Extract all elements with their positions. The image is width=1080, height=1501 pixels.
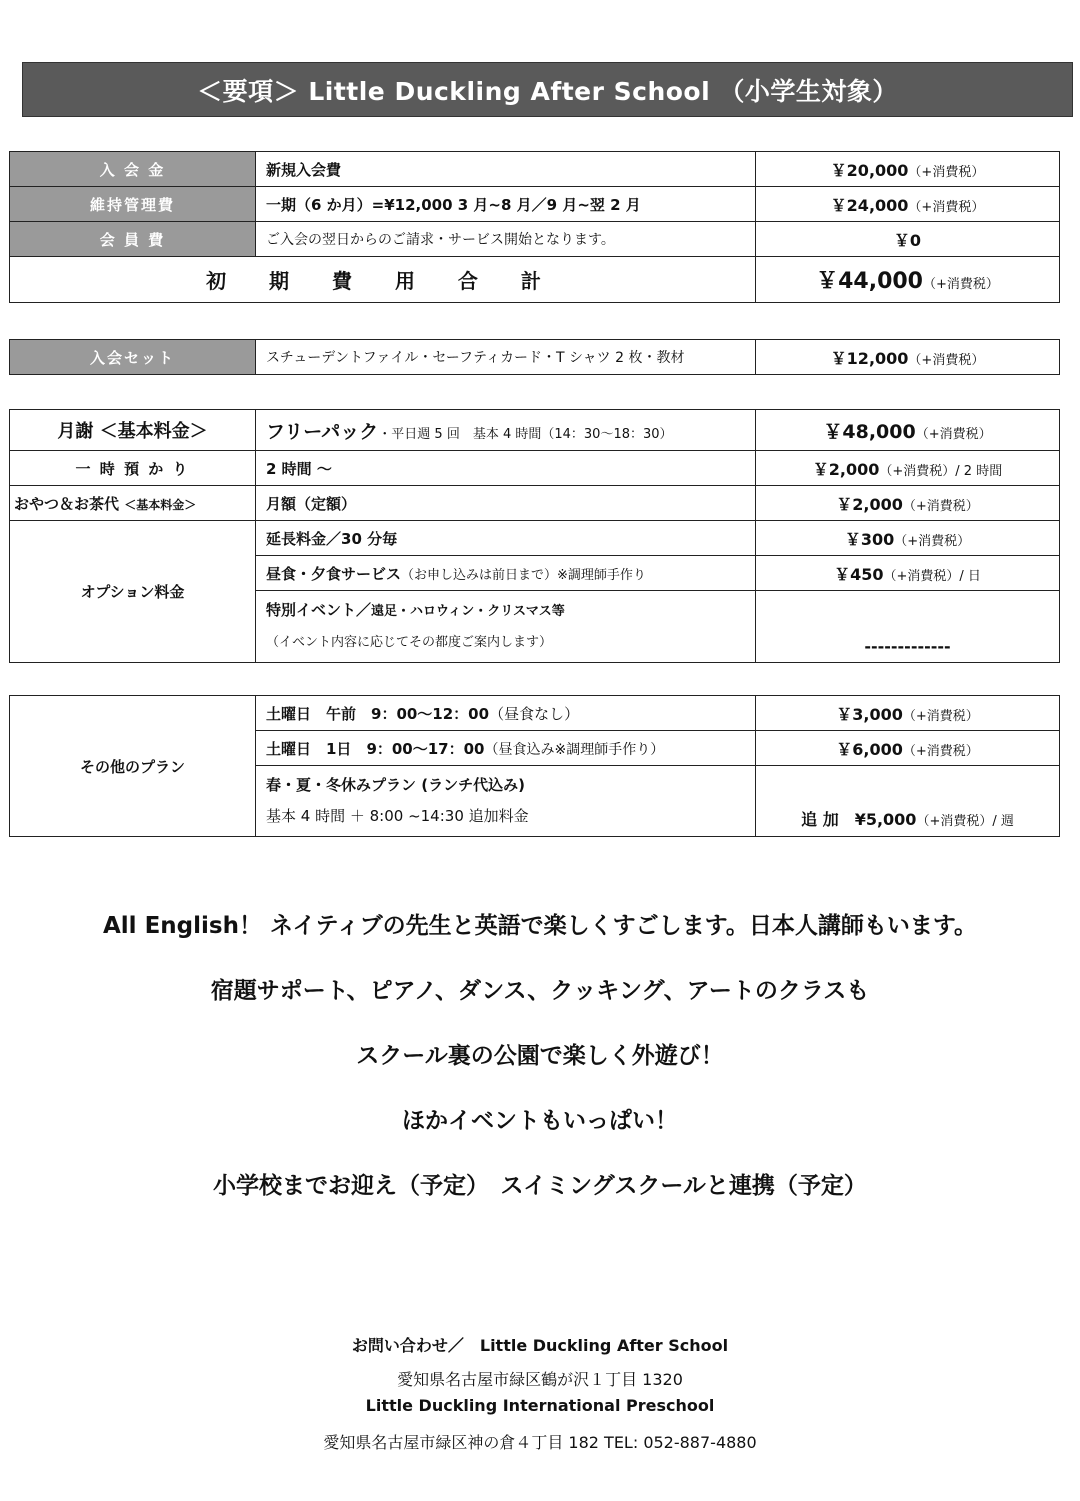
monthly-fees-table <box>9 409 1060 663</box>
plan-note: 基本 4 時間 ＋ 8:00 ~14:30 追加料金 <box>266 807 529 825</box>
fee-desc: ご入会の翌日からのご請求・サービス開始となります。 <box>256 222 756 257</box>
table-row <box>10 152 1060 187</box>
table-row <box>10 187 1060 222</box>
other-plans-table <box>9 695 1060 837</box>
table-row <box>10 486 1060 521</box>
option-price: ------------- <box>756 591 1060 663</box>
plan-note: （昼食込み※調理師手作り） <box>484 741 665 758</box>
fee-label: 維持管理費 <box>10 187 256 222</box>
tax-note: （+消費税） <box>908 199 985 215</box>
tax-note: （+消費税） <box>902 708 979 724</box>
option-desc: 延長料金／30 分毎 <box>256 521 756 556</box>
plan-name: 土曜日 午前 9：00〜12：00 <box>266 704 490 723</box>
tax-note: （+消費税） <box>923 277 999 292</box>
plan-desc <box>256 731 756 766</box>
price-value: ￥24,000 <box>830 195 909 215</box>
set-desc: スチューデントファイル・セーフティカード・T シャツ 2 枚・教材 <box>256 340 756 375</box>
tax-note: （+消費税） <box>908 352 985 368</box>
plan-name: フリーパック <box>266 420 379 443</box>
price-value: ￥2,000 <box>812 459 880 479</box>
price-value: ￥450 <box>834 564 884 584</box>
option-price <box>756 556 1060 591</box>
price-value: ￥44,000 <box>816 269 923 294</box>
promo-line: ほかイベントもいっぱい！ <box>402 1108 678 1134</box>
table-row <box>10 222 1060 257</box>
monthly-label: 月謝 ＜基本料金＞ <box>10 410 256 451</box>
temp-care-label: 一 時 預 か り <box>10 451 256 486</box>
temp-care-price <box>756 451 1060 486</box>
tax-note: （+消費税） <box>902 498 979 514</box>
fee-label: 入 会 金 <box>10 152 256 187</box>
price-value: ￥20,000 <box>830 160 909 180</box>
fee-price <box>756 222 1060 257</box>
price-value: ￥3,000 <box>836 704 903 724</box>
table-row <box>10 257 1060 303</box>
fee-price <box>756 187 1060 222</box>
plan-price <box>756 731 1060 766</box>
tax-note: （+消費税）/ 2 時間 <box>879 463 1003 479</box>
fee-price <box>756 152 1060 187</box>
page-title: ＜要項＞ Little Duckling After School （小学生対象） <box>22 62 1073 117</box>
tax-note: （+消費税） <box>908 164 985 180</box>
total-price <box>756 257 1060 303</box>
promo-line: All English！ ネイティブの先生と英語で楽しくすごします。日本人講師もいます。 <box>103 913 977 939</box>
address-line: 愛知県名古屋市緑区鶴が沢１丁目 1320 <box>397 1370 683 1389</box>
monthly-price <box>756 410 1060 451</box>
enrollment-set-table <box>9 339 1060 375</box>
price-value: 追 加 ¥5,000 <box>801 810 917 829</box>
fee-label: 会 員 費 <box>10 222 256 257</box>
promo-line: 宿題サポート、ピアノ、ダンス、クッキング、アートのクラスも <box>210 978 870 1004</box>
plan-desc <box>256 696 756 731</box>
plan-detail: ・平日週 5 回 基本 4 時間（14：30〜18：30） <box>378 426 673 442</box>
tax-note: （+消費税） <box>902 743 979 759</box>
fee-desc: 新規入会費 <box>256 152 756 187</box>
tax-note: （+消費税） <box>915 426 992 442</box>
options-label: オプション料金 <box>10 521 256 663</box>
tax-note: （+消費税） <box>894 533 971 549</box>
address-line: 愛知県名古屋市緑区神の倉４丁目 182 TEL: 052-887-4880 <box>323 1433 757 1452</box>
option-price <box>756 521 1060 556</box>
table-row <box>10 521 1060 556</box>
plan-price <box>756 696 1060 731</box>
promo-line: スクール裏の公園で楽しく外遊び！ <box>356 1043 724 1069</box>
monthly-desc <box>256 410 756 451</box>
temp-care-desc: 2 時間 ～ <box>256 451 756 486</box>
contact-heading: お問い合わせ／ Little Duckling After School <box>351 1336 729 1355</box>
price-value: ￥6,000 <box>836 739 903 759</box>
option-desc <box>256 591 756 663</box>
option-note: （お申し込みは前日まで）※調理師手作り <box>401 567 646 583</box>
plan-name: 土曜日 1日 9：00〜17：00 <box>266 739 485 758</box>
promo-line: 小学校までお迎え（予定） スイミングスクールと連携（予定） <box>213 1173 867 1199</box>
plan-price <box>756 766 1060 837</box>
plan-desc <box>256 766 756 837</box>
table-row <box>10 696 1060 731</box>
plan-note: （昼食なし） <box>489 704 580 723</box>
price-value: ￥12,000 <box>830 348 909 368</box>
price-value: ￥0 <box>893 230 922 250</box>
option-desc <box>256 556 756 591</box>
tax-note: （+消費税）/ 日 <box>883 568 981 584</box>
table-row <box>10 410 1060 451</box>
price-value: ￥300 <box>844 529 895 549</box>
snack-label-main: おやつ＆お茶代 <box>14 494 120 513</box>
snack-desc: 月額（定額） <box>256 486 756 521</box>
option-name: 昼食・夕食サービス <box>266 564 402 583</box>
option-name-small: 遠足・ハロウィン・クリスマス等 <box>371 604 565 619</box>
price-value: ￥48,000 <box>823 420 916 443</box>
plan-name: 春・夏・冬休みプラン (ランチ代込み) <box>266 776 525 794</box>
snack-price <box>756 486 1060 521</box>
table-row <box>10 451 1060 486</box>
other-plans-label: その他のプラン <box>10 696 256 837</box>
tax-note: （+消費税）/ 週 <box>916 814 1014 829</box>
set-label: 入会セット <box>10 340 256 375</box>
snack-label <box>10 486 256 521</box>
total-label: 初 期 費 用 合 計 <box>10 257 756 303</box>
fee-desc: 一期（6 か月）=¥12,000 3 月~8 月／9 月~翌 2 月 <box>256 187 756 222</box>
school-name: Little Duckling International Preschool <box>365 1396 715 1415</box>
table-row <box>10 340 1060 375</box>
initial-fees-table <box>9 151 1060 303</box>
set-price <box>756 340 1060 375</box>
option-note: （イベント内容に応じてその都度ご案内します） <box>266 635 553 650</box>
snack-label-small: ＜基本料金＞ <box>124 497 197 512</box>
price-value: ￥2,000 <box>836 494 903 514</box>
option-name: 特別イベント／ <box>266 601 372 619</box>
